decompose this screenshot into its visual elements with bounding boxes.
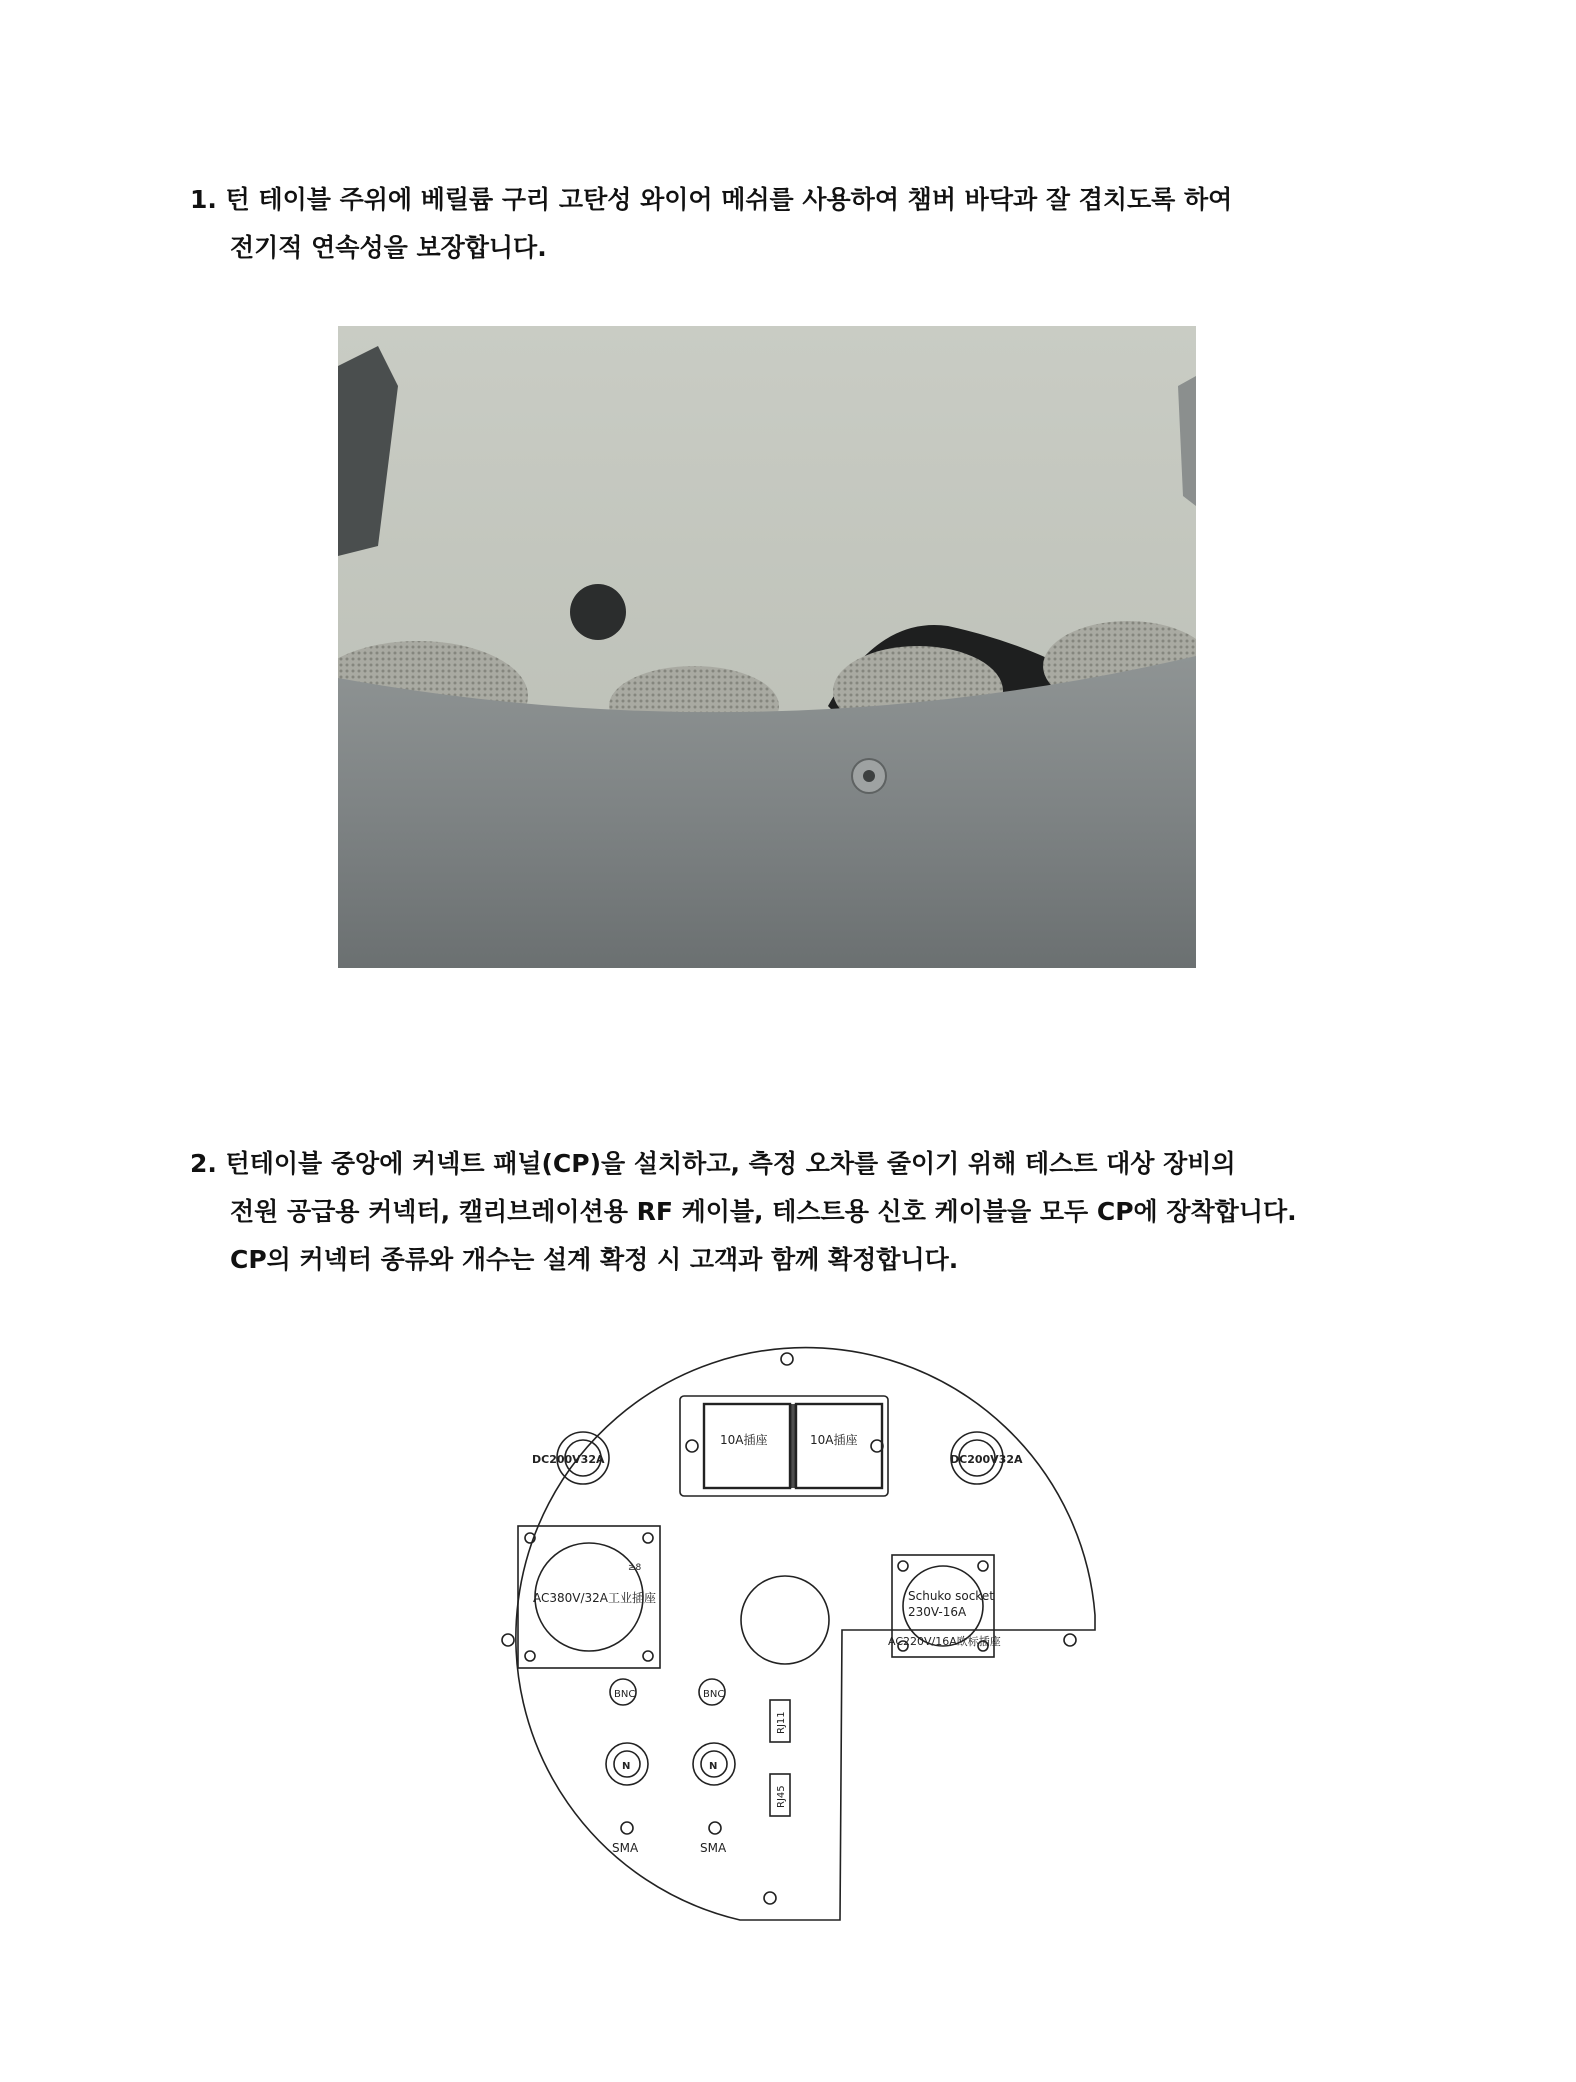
step1-line1: 1. 턴 테이블 주위에 베릴륨 구리 고탄성 와이어 메쉬를 사용하여 챔버 바닥과 잘 겹치도록 하여: [190, 185, 1233, 214]
step1-text: [190, 176, 1232, 272]
schuko-label-line2: 230V-16A: [908, 1605, 967, 1619]
step2-line3: CP의 커넥터 종류와 개수는 설계 확정 시 고객과 함께 확정합니다.: [230, 1245, 959, 1274]
black-knob-shape: [570, 584, 626, 640]
bnc-label-1: BNC: [614, 1689, 636, 1700]
socket-label-right: 10A插座: [810, 1433, 858, 1447]
n-label-1: N: [622, 1761, 631, 1772]
rj45-label: RJ45: [776, 1785, 787, 1808]
socket-label-left: 10A插座: [720, 1433, 768, 1447]
rj11-label: RJ11: [776, 1711, 787, 1734]
mount-hole-left: [502, 1634, 514, 1646]
connector-panel-diagram: [480, 1340, 1120, 1950]
bnc-label-2: BNC: [703, 1689, 725, 1700]
step2-text: [190, 1140, 1297, 1284]
ac380-label: AC380V/32A工业插座: [533, 1591, 657, 1605]
dc-label-left: DC200V32A: [532, 1453, 605, 1466]
mount-hole-bottom: [764, 1892, 776, 1904]
plate-screw-left: [686, 1440, 698, 1452]
dc-label-right: DC200V32A: [950, 1453, 1023, 1466]
step2-line2: 전원 공급용 커넥터, 캘리브레이션용 RF 케이블, 테스트용 신호 케이블을 모두 CP에 장착합니다.: [230, 1197, 1297, 1226]
ac380-corner-hole-4: [643, 1651, 653, 1661]
center-cable-hole: [741, 1576, 829, 1664]
mount-hole-right: [1064, 1634, 1076, 1646]
schuko-corner-hole-1: [898, 1561, 908, 1571]
step1-line2: 전기적 연속성을 보장합니다.: [230, 233, 547, 262]
screw-head-shape: [863, 770, 875, 782]
sma-connector-2: [709, 1822, 721, 1834]
ac380-small-mark: ≥8: [628, 1563, 642, 1573]
schuko-label-line1: Schuko socket: [908, 1589, 994, 1603]
sma-connector-1: [621, 1822, 633, 1834]
ac380-corner-hole-2: [643, 1533, 653, 1543]
step2-line1: 2. 턴테이블 중앙에 커넥트 패널(CP)을 설치하고, 측정 오차를 줄이기 위해 테스트 대상 장비의: [190, 1149, 1236, 1178]
schuko-corner-hole-2: [978, 1561, 988, 1571]
panel-outline: [516, 1348, 1095, 1920]
ac220-label: AC220V/16A欧标插座: [888, 1635, 1001, 1648]
n-label-2: N: [709, 1761, 718, 1772]
turntable-mesh-photo: [338, 326, 1196, 968]
sma-label-2: SMA: [700, 1841, 727, 1855]
ac380-corner-hole-3: [525, 1651, 535, 1661]
mount-hole-top: [781, 1353, 793, 1365]
sma-label-1: SMA: [612, 1841, 639, 1855]
